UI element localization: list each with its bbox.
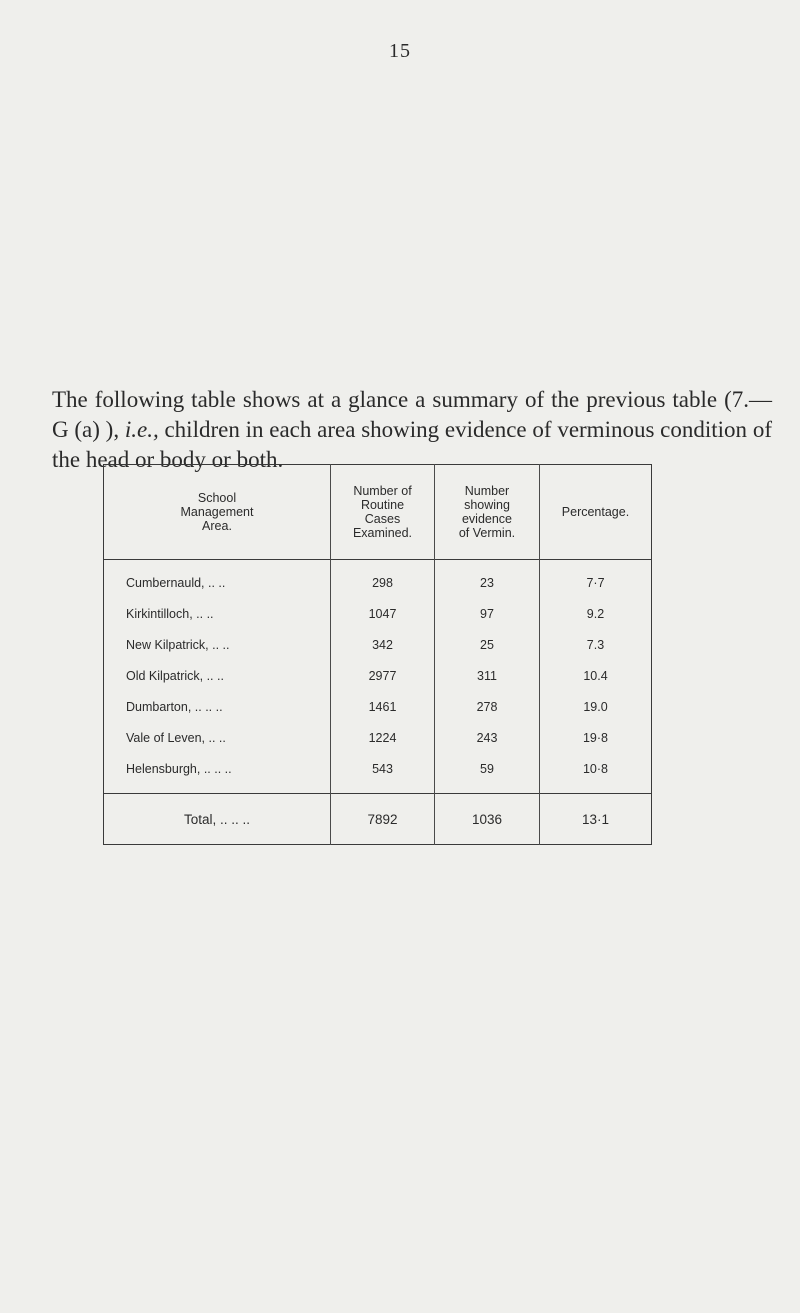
total-vermin: 1036: [435, 794, 540, 845]
cell-examined: 543: [331, 753, 435, 794]
table-row: [104, 660, 652, 691]
cell-percentage: 19·8: [540, 722, 652, 753]
cell-examined: 1047: [331, 598, 435, 629]
cell-vermin: 311: [435, 660, 540, 691]
header-percentage: Percentage.: [540, 465, 652, 560]
cell-percentage: 7·7: [540, 560, 652, 599]
cell-area: Cumbernauld, .. ..: [104, 560, 331, 599]
cell-vermin: 278: [435, 691, 540, 722]
intro-ie: i.e.,: [124, 417, 159, 442]
cell-examined: 2977: [331, 660, 435, 691]
cell-percentage: 7.3: [540, 629, 652, 660]
total-label: Total, .. .. ..: [104, 794, 331, 845]
cell-vermin: 25: [435, 629, 540, 660]
vermin-summary-table: [103, 464, 652, 845]
cell-examined: 342: [331, 629, 435, 660]
cell-percentage: 10·8: [540, 753, 652, 794]
table-header-row: [104, 465, 652, 560]
cell-area: Vale of Leven, .. ..: [104, 722, 331, 753]
cell-area: New Kilpatrick, .. ..: [104, 629, 331, 660]
table-row: [104, 691, 652, 722]
cell-examined: 298: [331, 560, 435, 599]
table-row: [104, 753, 652, 794]
cell-area: Old Kilpatrick, .. ..: [104, 660, 331, 691]
table-row: [104, 598, 652, 629]
cell-vermin: 97: [435, 598, 540, 629]
cell-percentage: 10.4: [540, 660, 652, 691]
table-row: [104, 560, 652, 599]
header-examined: Number of Routine Cases Examined.: [331, 465, 435, 560]
table-total-row: [104, 794, 652, 845]
table-row: [104, 722, 652, 753]
cell-area: Helensburgh, .. .. ..: [104, 753, 331, 794]
cell-percentage: 19.0: [540, 691, 652, 722]
cell-area: Dumbarton, .. .. ..: [104, 691, 331, 722]
intro-text-start: The following table shows at a glance a summary of the previous table (7.—G (a) ),: [52, 387, 772, 442]
cell-vermin: 23: [435, 560, 540, 599]
table-row: [104, 629, 652, 660]
header-area: School Management Area.: [104, 465, 331, 560]
cell-vermin: 59: [435, 753, 540, 794]
page-number: 15: [389, 40, 411, 62]
header-vermin: Number showing evidence of Vermin.: [435, 465, 540, 560]
intro-paragraph: [52, 385, 772, 475]
cell-percentage: 9.2: [540, 598, 652, 629]
cell-area: Kirkintilloch, .. ..: [104, 598, 331, 629]
cell-vermin: 243: [435, 722, 540, 753]
intro-text-end: children in each area showing evidence of verminous condition of the head or body or both.: [52, 417, 772, 472]
total-examined: 7892: [331, 794, 435, 845]
total-percentage: 13·1: [540, 794, 652, 845]
summary-table-container: [103, 464, 651, 845]
cell-examined: 1224: [331, 722, 435, 753]
cell-examined: 1461: [331, 691, 435, 722]
